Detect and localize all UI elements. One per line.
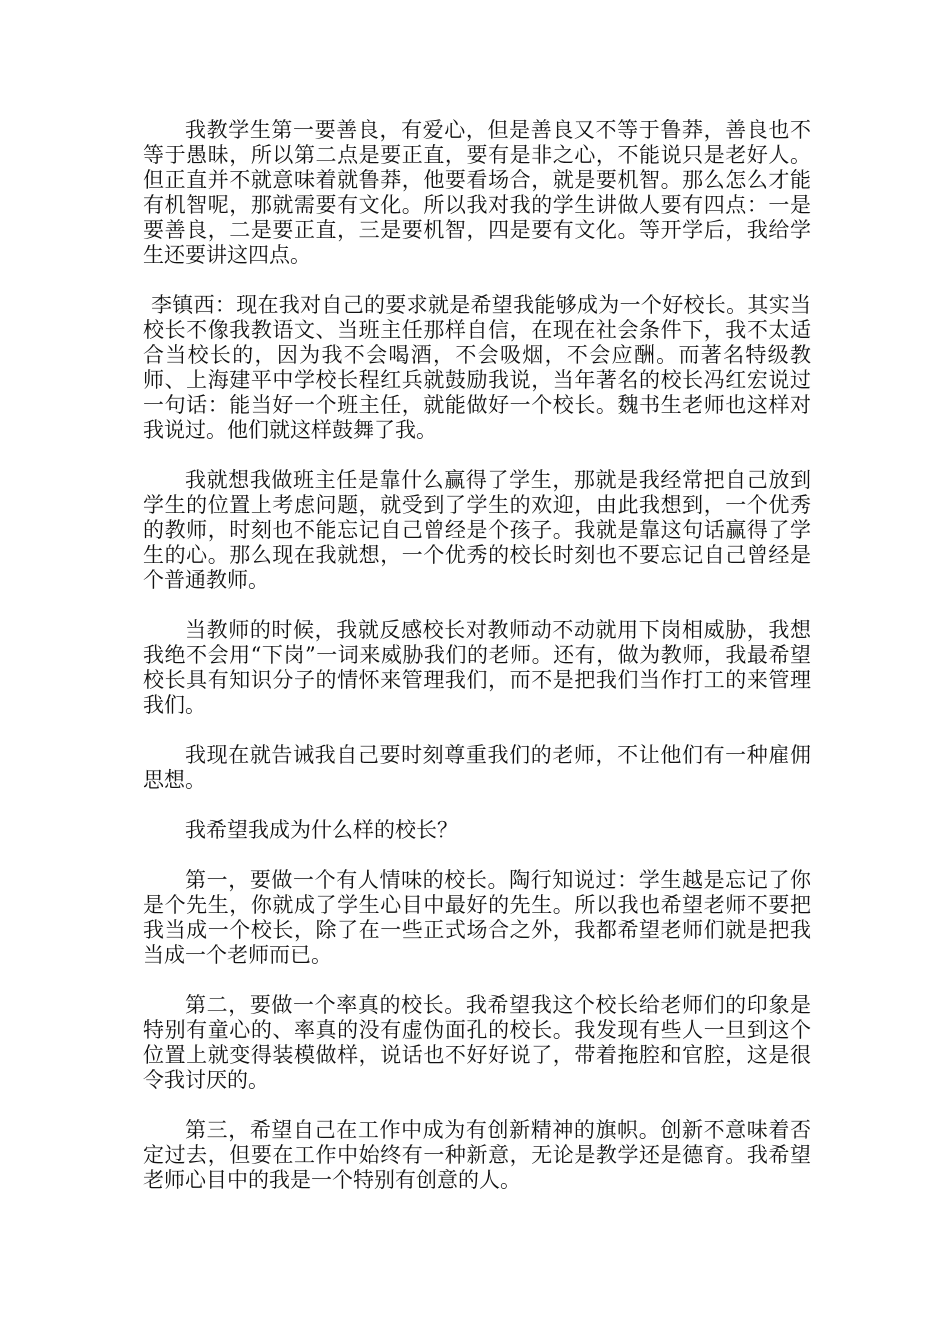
paragraph-2: 李镇西：现在我对自己的要求就是希望我能够成为一个好校长。其实当校长不像我教语文、当班主任那样自信，在现在社会条件下，我不太适合当校长的，因为我不会喝酒，不会吸烟，不会应酬。而著名特级教师、上海建平中学校长程红兵就鼓励我说，当年著名的校长冯红宏说过一句话：能当好一个班主任，就能做好一个校长。魏书生老师也这样对我说过。他们就这样鼓舞了我。 xyxy=(143,293,811,442)
paragraph-7: 第一，要做一个有人情味的校长。陶行知说过：学生越是忘记了你是个先生，你就成了学生心目中最好的先生。所以我也希望老师不要把我当成一个校长，除了在一些正式场合之外，我都希望老师们就是把我当成一个老师而已。 xyxy=(143,868,811,967)
paragraph-8: 第二，要做一个率真的校长。我希望我这个校长给老师们的印象是特别有童心的、率真的没有虚伪面孔的校长。我发现有些人一旦到这个位置上就变得装模做样，说话也不好好说了，带着拖腔和官腔，这是很令我讨厌的。 xyxy=(143,993,811,1092)
document-body xyxy=(143,118,811,1218)
paragraph-4: 当教师的时候，我就反感校长对教师动不动就用下岗相威胁，我想我绝不会用“下岗”一词来威胁我们的老师。还有，做为教师，我最希望校长具有知识分子的情怀来管理我们，而不是把我们当作打工的来管理我们。 xyxy=(143,618,811,717)
paragraph-1: 我教学生第一要善良，有爱心，但是善良又不等于鲁莽，善良也不等于愚昧，所以第二点是要正直，要有是非之心，不能说只是老好人。但正直并不就意味着就鲁莽，他要看场合，就是要机智。那么怎么才能有机智呢，那就需要有文化。所以我对我的学生讲做人要有四点：一是要善良，二是要正直，三是要机智，四是要有文化。等开学后，我给学生还要讲这四点。 xyxy=(143,118,811,267)
paragraph-6-heading: 我希望我成为什么样的校长？ xyxy=(185,818,458,842)
paragraph-9: 第三，希望自己在工作中成为有创新精神的旗帜。创新不意味着否定过去，但要在工作中始终有一种新意，无论是教学还是德育。我希望老师心目中的我是一个特别有创意的人。 xyxy=(143,1118,811,1192)
paragraph-5: 我现在就告诫我自己要时刻尊重我们的老师，不让他们有一种雇佣思想。 xyxy=(143,743,811,792)
paragraph-3: 我就想我做班主任是靠什么赢得了学生，那就是我经常把自己放到学生的位置上考虑问题，就受到了学生的欢迎，由此我想到，一个优秀的教师，时刻也不能忘记自己曾经是个孩子。我就是靠这句话赢得了学生的心。那么现在我就想，一个优秀的校长时刻也不要忘记自己曾经是个普通教师。 xyxy=(143,468,811,592)
